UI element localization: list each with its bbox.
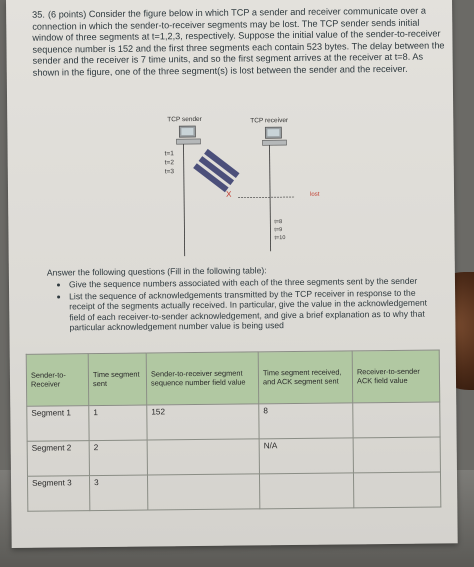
send-time-3: t=3 (164, 168, 175, 176)
instructions-block (47, 264, 428, 334)
cell-time-received[interactable] (259, 473, 353, 509)
question-paragraph (32, 5, 445, 79)
cell-ack-value[interactable] (353, 472, 440, 508)
recv-time-1: t=8 (274, 219, 283, 226)
instruction-bullet-1: • Give the sequence numbers associated with each of the three segments sent by the sender (69, 276, 427, 290)
lost-label: lost (310, 191, 320, 198)
cell-time-received[interactable]: N/A (259, 438, 353, 474)
header-time-sent: Time segment sent (88, 353, 147, 406)
header-sequence-number: Sender-to-receiver segment sequence number field value (146, 352, 259, 405)
cell-sequence-number[interactable] (147, 439, 259, 475)
send-time-1: t=1 (164, 150, 174, 158)
answer-table (26, 349, 442, 511)
recv-time-2: t=9 (274, 227, 283, 234)
question-number: 35. (32, 9, 45, 20)
header-time-received: Time segment received, and ACK segment sent (258, 351, 353, 404)
receiver-label: TCP receiver (250, 117, 289, 125)
header-ack-value: Receiver-to-sender ACK field value (352, 350, 440, 403)
sender-label: TCP sender (167, 115, 202, 124)
cell-time-sent: 3 (89, 475, 147, 511)
send-time-2: t=2 (164, 159, 174, 167)
cell-sequence-number[interactable] (147, 474, 259, 510)
worksheet-page (6, 0, 458, 548)
cell-segment-label: Segment 3 (27, 476, 89, 512)
question-text: (6 points) Consider the figure below in which TCP a sender and receiver communicate over a connection in which the sender-to-receiver segments may be lost. The TCP sender sends initial window of three segments at t=1,2,3, respectively. Suppose the initial value of the sender-to-receiver sequence number is 152 and the first three segments each contain 523 bytes. The delay between the sender and the receiver is 7 time units, and so the first segment arrives at the receiver at t=8. As shown in the figure, one of the three segment(s) is lost between the sender and the receiver. (32, 5, 445, 78)
tcp-diagram (147, 115, 338, 259)
table-header-row (26, 350, 440, 406)
lost-x-marker: X (225, 189, 232, 199)
instruction-bullet-2: • List the sequence of acknowledgements transmitted by the TCP receiver in response to the receipt of the segments actually received. In particular, give the value in the acknowledgement field of each receiver-to-sender acknowledgement, and give a brief explanation as to why that particular acknowledgement number value is being used (69, 287, 427, 332)
cell-segment-label: Segment 2 (27, 441, 89, 477)
cell-time-received[interactable]: 8 (259, 403, 353, 439)
table-row (27, 472, 440, 511)
header-sender-to-receiver: Sender-to-Receiver (26, 354, 89, 407)
table-row (27, 437, 440, 476)
cell-sequence-number[interactable]: 152 (147, 404, 259, 440)
table-row (27, 402, 440, 441)
cell-segment-label: Segment 1 (27, 406, 89, 442)
segment-packets (186, 147, 247, 208)
recv-time-3: t=10 (274, 235, 286, 242)
cell-ack-value[interactable] (353, 402, 440, 438)
instructions-intro: Answer the following questions (Fill in the following table): (46, 265, 267, 278)
cell-time-sent: 2 (89, 440, 147, 476)
cell-ack-value[interactable] (353, 437, 440, 473)
instructions-list (61, 276, 428, 333)
cell-time-sent: 1 (89, 405, 147, 441)
